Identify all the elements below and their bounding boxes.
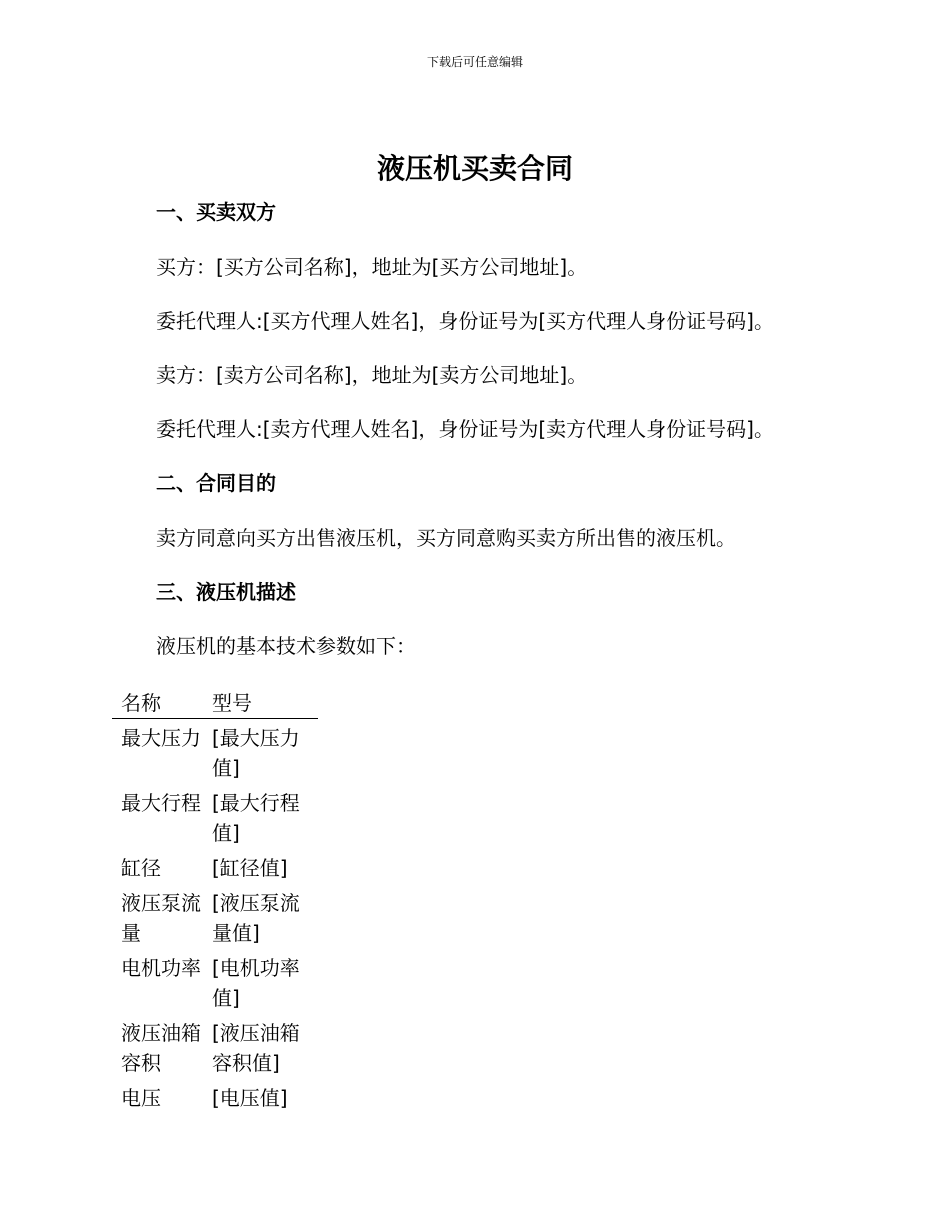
param-value: [最大压力值]	[212, 726, 300, 780]
header-model: 型号	[212, 686, 318, 719]
section-3-heading: 三、液压机描述	[156, 580, 296, 604]
table-row	[112, 1079, 318, 1114]
buyer-line: 买方：[买方公司名称]，地址为[买方公司地址]。	[156, 255, 588, 279]
table-row	[112, 1014, 318, 1079]
header-note: 下载后可任意编辑	[426, 55, 523, 69]
param-value: [最大行程值]	[212, 791, 300, 845]
seller-line: 卖方：[卖方公司名称]，地址为[卖方公司地址]。	[156, 363, 588, 387]
buyer-agent-line: 委托代理人:[买方代理人姓名]，身份证号为[买方代理人身份证号码]。	[156, 309, 774, 333]
param-name: 液压油箱容积	[121, 1021, 201, 1075]
table-header-row	[112, 686, 318, 719]
table-row	[112, 849, 318, 884]
param-name: 电压	[121, 1086, 161, 1110]
param-name: 最大行程	[121, 791, 201, 815]
section-2-heading: 二、合同目的	[156, 471, 276, 495]
header-name: 名称	[112, 686, 212, 719]
param-value: [液压泵流量值]	[212, 891, 300, 945]
param-name: 缸径	[121, 856, 161, 880]
param-value: [电机功率值]	[212, 956, 300, 1010]
seller-agent-line: 委托代理人:[卖方代理人姓名]，身份证号为[卖方代理人身份证号码]。	[156, 417, 774, 441]
params-intro: 液压机的基本技术参数如下：	[156, 634, 416, 658]
param-name: 液压泵流量	[121, 891, 201, 945]
params-table	[112, 686, 318, 1114]
table-row	[112, 949, 318, 1014]
param-value: [液压油箱容积值]	[212, 1021, 300, 1075]
param-name: 电机功率	[121, 956, 201, 980]
table-row	[112, 784, 318, 849]
param-name: 最大压力	[121, 726, 201, 750]
table-row	[112, 884, 318, 949]
document-title: 液压机买卖合同	[376, 152, 573, 185]
purpose-text: 卖方同意向买方出售液压机，买方同意购买卖方所出售的液压机。	[156, 526, 736, 550]
param-value: [缸径值]	[212, 856, 288, 880]
param-value: [电压值]	[212, 1086, 288, 1110]
section-1-heading: 一、买卖双方	[156, 200, 276, 224]
table-row	[112, 719, 318, 785]
